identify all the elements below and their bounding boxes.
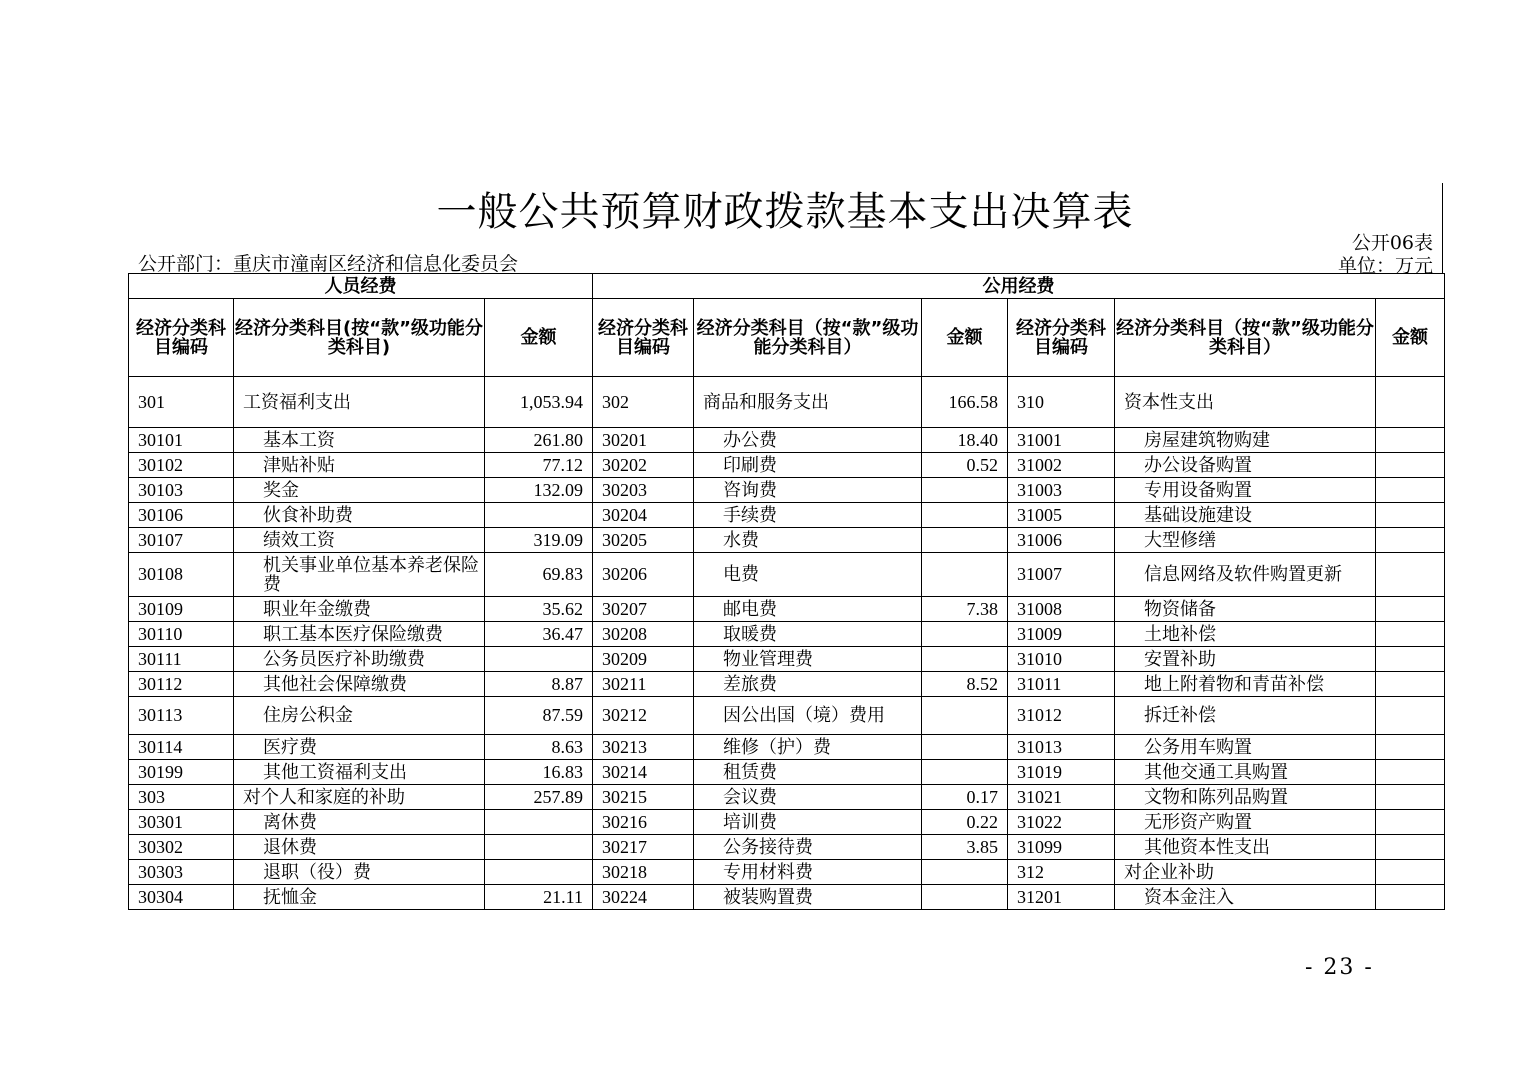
form-number: 公开06表	[1351, 232, 1433, 254]
code-cell: 30101	[129, 428, 234, 453]
name-cell: 信息网络及软件购置更新	[1115, 553, 1376, 597]
amount-cell	[1376, 478, 1445, 503]
code-cell: 30302	[129, 835, 234, 860]
code-cell: 30208	[593, 622, 694, 647]
name-cell: 物业管理费	[694, 647, 922, 672]
name-cell: 退职（役）费	[234, 860, 485, 885]
name-cell: 离休费	[234, 810, 485, 835]
table-row	[129, 503, 1445, 528]
table-row	[129, 622, 1445, 647]
table-row	[129, 478, 1445, 503]
amount-cell: 77.12	[485, 453, 593, 478]
amount-cell	[922, 697, 1008, 735]
code-cell: 30209	[593, 647, 694, 672]
name-cell: 机关事业单位基本养老保险费	[234, 553, 485, 597]
code-cell: 30213	[593, 735, 694, 760]
code-cell: 31007	[1008, 553, 1115, 597]
amount-cell: 0.52	[922, 453, 1008, 478]
group-personnel: 人员经费	[129, 274, 593, 299]
amount-cell	[485, 647, 593, 672]
name-cell: 其他交通工具购置	[1115, 760, 1376, 785]
name-cell: 被装购置费	[694, 885, 922, 910]
amount-cell: 319.09	[485, 528, 593, 553]
table-row	[129, 735, 1445, 760]
code-cell: 31022	[1008, 810, 1115, 835]
table-row	[129, 428, 1445, 453]
code-cell: 30102	[129, 453, 234, 478]
code-cell: 30202	[593, 453, 694, 478]
budget-table	[128, 273, 1445, 910]
group-public: 公用经费	[593, 274, 1445, 299]
table-row	[129, 810, 1445, 835]
code-cell: 31012	[1008, 697, 1115, 735]
name-cell: 咨询费	[694, 478, 922, 503]
name-cell: 津贴补贴	[234, 453, 485, 478]
table-row	[129, 860, 1445, 885]
name-cell: 公务员医疗补助缴费	[234, 647, 485, 672]
name-cell: 专用材料费	[694, 860, 922, 885]
amount-cell: 3.85	[922, 835, 1008, 860]
amount-cell: 132.09	[485, 478, 593, 503]
amount-cell	[485, 810, 593, 835]
table-row	[129, 553, 1445, 597]
code-cell: 30107	[129, 528, 234, 553]
page-number: - 23 -	[1305, 955, 1374, 980]
name-cell: 安置补助	[1115, 647, 1376, 672]
code-cell: 30199	[129, 760, 234, 785]
header-code-3: 经济分类科目编码	[1008, 299, 1115, 377]
amount-cell: 21.11	[485, 885, 593, 910]
amount-cell	[922, 553, 1008, 597]
amount-cell	[1376, 697, 1445, 735]
code-cell: 303	[129, 785, 234, 810]
table-row	[129, 453, 1445, 478]
table-row	[129, 885, 1445, 910]
amount-cell	[1376, 528, 1445, 553]
code-cell: 30216	[593, 810, 694, 835]
name-cell: 拆迁补偿	[1115, 697, 1376, 735]
table-row	[129, 647, 1445, 672]
name-cell: 差旅费	[694, 672, 922, 697]
code-cell: 31013	[1008, 735, 1115, 760]
code-cell: 30215	[593, 785, 694, 810]
name-cell: 租赁费	[694, 760, 922, 785]
amount-cell: 35.62	[485, 597, 593, 622]
code-cell: 31009	[1008, 622, 1115, 647]
name-cell: 绩效工资	[234, 528, 485, 553]
amount-cell: 0.17	[922, 785, 1008, 810]
amount-cell	[485, 503, 593, 528]
name-cell: 公务用车购置	[1115, 735, 1376, 760]
amount-cell	[1376, 835, 1445, 860]
name-cell: 职工基本医疗保险缴费	[234, 622, 485, 647]
name-cell: 抚恤金	[234, 885, 485, 910]
name-cell: 工资福利支出	[234, 377, 485, 428]
amount-cell: 87.59	[485, 697, 593, 735]
code-cell: 31008	[1008, 597, 1115, 622]
name-cell: 手续费	[694, 503, 922, 528]
code-cell: 30108	[129, 553, 234, 597]
amount-cell	[1376, 735, 1445, 760]
code-cell: 30211	[593, 672, 694, 697]
header-amount-1: 金额	[485, 299, 593, 377]
amount-cell	[1376, 760, 1445, 785]
amount-cell	[485, 835, 593, 860]
code-cell: 31003	[1008, 478, 1115, 503]
code-cell: 30112	[129, 672, 234, 697]
column-header-row	[129, 299, 1445, 377]
header-name-3: 经济分类科目（按“款”级功能分类科目）	[1115, 299, 1376, 377]
amount-cell: 166.58	[922, 377, 1008, 428]
code-cell: 30206	[593, 553, 694, 597]
amount-cell: 257.89	[485, 785, 593, 810]
amount-cell	[922, 760, 1008, 785]
code-cell: 31005	[1008, 503, 1115, 528]
code-cell: 30224	[593, 885, 694, 910]
code-cell: 30106	[129, 503, 234, 528]
name-cell: 因公出国（境）费用	[694, 697, 922, 735]
name-cell: 其他工资福利支出	[234, 760, 485, 785]
code-cell: 30212	[593, 697, 694, 735]
amount-cell: 1,053.94	[485, 377, 593, 428]
table-row	[129, 835, 1445, 860]
code-cell: 302	[593, 377, 694, 428]
amount-cell	[485, 860, 593, 885]
code-cell: 30304	[129, 885, 234, 910]
name-cell: 房屋建筑物购建	[1115, 428, 1376, 453]
code-cell: 30203	[593, 478, 694, 503]
name-cell: 办公费	[694, 428, 922, 453]
group-header-row	[129, 274, 1445, 299]
table-row	[129, 760, 1445, 785]
amount-cell: 8.63	[485, 735, 593, 760]
amount-cell	[922, 478, 1008, 503]
amount-cell: 8.87	[485, 672, 593, 697]
code-cell: 301	[129, 377, 234, 428]
name-cell: 培训费	[694, 810, 922, 835]
unit-label: 单位：万元	[1337, 255, 1433, 277]
code-cell: 30217	[593, 835, 694, 860]
amount-cell	[922, 885, 1008, 910]
code-cell: 31011	[1008, 672, 1115, 697]
name-cell: 电费	[694, 553, 922, 597]
amount-cell	[1376, 647, 1445, 672]
code-cell: 31006	[1008, 528, 1115, 553]
name-cell: 公务接待费	[694, 835, 922, 860]
code-cell: 30214	[593, 760, 694, 785]
header-code-2: 经济分类科目编码	[593, 299, 694, 377]
code-cell: 30109	[129, 597, 234, 622]
code-cell: 31201	[1008, 885, 1115, 910]
amount-cell	[922, 503, 1008, 528]
code-cell: 31002	[1008, 453, 1115, 478]
name-cell: 文物和陈列品购置	[1115, 785, 1376, 810]
name-cell: 物资储备	[1115, 597, 1376, 622]
name-cell: 退休费	[234, 835, 485, 860]
code-cell: 31099	[1008, 835, 1115, 860]
name-cell: 办公设备购置	[1115, 453, 1376, 478]
table-row	[129, 697, 1445, 735]
code-cell: 312	[1008, 860, 1115, 885]
name-cell: 伙食补助费	[234, 503, 485, 528]
department-label: 公开部门：重庆市潼南区经济和信息化委员会	[138, 253, 519, 275]
amount-cell	[1376, 553, 1445, 597]
name-cell: 其他社会保障缴费	[234, 672, 485, 697]
code-cell: 30103	[129, 478, 234, 503]
amount-cell	[922, 860, 1008, 885]
code-cell: 30301	[129, 810, 234, 835]
name-cell: 维修（护）费	[694, 735, 922, 760]
code-cell: 30205	[593, 528, 694, 553]
name-cell: 邮电费	[694, 597, 922, 622]
amount-cell	[1376, 860, 1445, 885]
code-cell: 30218	[593, 860, 694, 885]
code-cell: 31001	[1008, 428, 1115, 453]
name-cell: 地上附着物和青苗补偿	[1115, 672, 1376, 697]
amount-cell: 7.38	[922, 597, 1008, 622]
amount-cell: 8.52	[922, 672, 1008, 697]
amount-cell	[922, 528, 1008, 553]
name-cell: 资本金注入	[1115, 885, 1376, 910]
amount-cell	[1376, 453, 1445, 478]
name-cell: 会议费	[694, 785, 922, 810]
amount-cell	[922, 622, 1008, 647]
code-cell: 30114	[129, 735, 234, 760]
code-cell: 310	[1008, 377, 1115, 428]
table-row	[129, 377, 1445, 428]
name-cell: 水费	[694, 528, 922, 553]
header-amount-2: 金额	[922, 299, 1008, 377]
amount-cell	[1376, 622, 1445, 647]
name-cell: 职业年金缴费	[234, 597, 485, 622]
amount-cell	[1376, 885, 1445, 910]
amount-cell	[1376, 377, 1445, 428]
table-row	[129, 785, 1445, 810]
amount-cell	[1376, 810, 1445, 835]
code-cell: 30204	[593, 503, 694, 528]
name-cell: 医疗费	[234, 735, 485, 760]
code-cell: 31019	[1008, 760, 1115, 785]
header-code-1: 经济分类科目编码	[129, 299, 234, 377]
code-cell: 30111	[129, 647, 234, 672]
amount-cell	[1376, 597, 1445, 622]
amount-cell: 18.40	[922, 428, 1008, 453]
name-cell: 住房公积金	[234, 697, 485, 735]
amount-cell	[1376, 785, 1445, 810]
amount-cell: 261.80	[485, 428, 593, 453]
code-cell: 31021	[1008, 785, 1115, 810]
code-cell: 30113	[129, 697, 234, 735]
amount-cell	[922, 735, 1008, 760]
amount-cell	[1376, 672, 1445, 697]
name-cell: 对企业补助	[1115, 860, 1376, 885]
table-row	[129, 528, 1445, 553]
table-row	[129, 672, 1445, 697]
name-cell: 基础设施建设	[1115, 503, 1376, 528]
header-amount-3: 金额	[1376, 299, 1445, 377]
header-divider-line	[1442, 183, 1443, 273]
amount-cell: 36.47	[485, 622, 593, 647]
name-cell: 取暖费	[694, 622, 922, 647]
name-cell: 其他资本性支出	[1115, 835, 1376, 860]
name-cell: 印刷费	[694, 453, 922, 478]
amount-cell	[922, 647, 1008, 672]
name-cell: 奖金	[234, 478, 485, 503]
amount-cell	[1376, 503, 1445, 528]
name-cell: 基本工资	[234, 428, 485, 453]
amount-cell	[1376, 428, 1445, 453]
amount-cell: 16.83	[485, 760, 593, 785]
table-row	[129, 597, 1445, 622]
header-name-1: 经济分类科目(按“款”级功能分类科目)	[234, 299, 485, 377]
amount-cell: 69.83	[485, 553, 593, 597]
name-cell: 土地补偿	[1115, 622, 1376, 647]
name-cell: 大型修缮	[1115, 528, 1376, 553]
code-cell: 30207	[593, 597, 694, 622]
name-cell: 资本性支出	[1115, 377, 1376, 428]
name-cell: 专用设备购置	[1115, 478, 1376, 503]
amount-cell: 0.22	[922, 810, 1008, 835]
page-title: 一般公共预算财政拨款基本支出决算表	[436, 189, 1134, 235]
code-cell: 30201	[593, 428, 694, 453]
code-cell: 30303	[129, 860, 234, 885]
name-cell: 无形资产购置	[1115, 810, 1376, 835]
name-cell: 商品和服务支出	[694, 377, 922, 428]
code-cell: 31010	[1008, 647, 1115, 672]
code-cell: 30110	[129, 622, 234, 647]
header-name-2: 经济分类科目（按“款”级功能分类科目）	[694, 299, 922, 377]
name-cell: 对个人和家庭的补助	[234, 785, 485, 810]
